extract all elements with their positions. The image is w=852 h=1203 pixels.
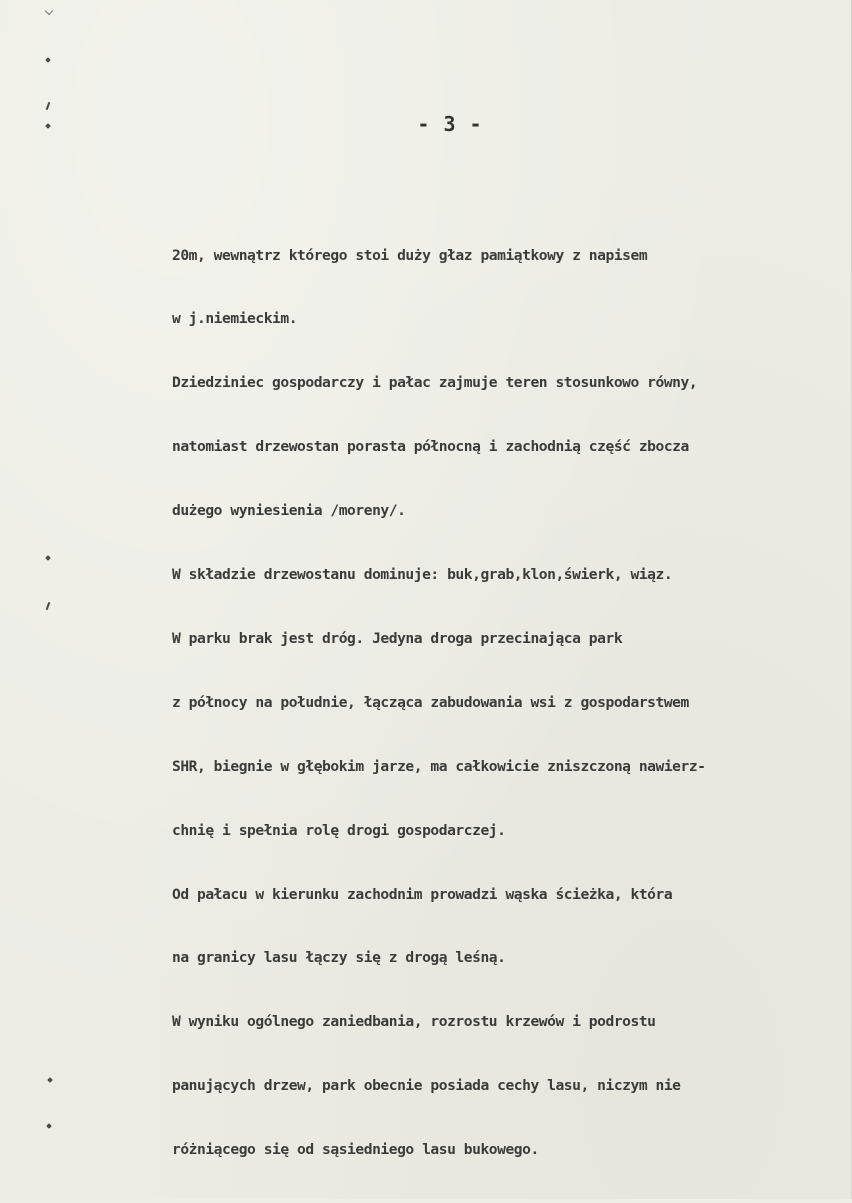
- text-line: Od pałacu w kierunku zachodnim prowadzi wąska ścieżka, która: [172, 885, 673, 903]
- text-line: 20m, wewnątrz którego stoi duży głaz pamiątkowy z napisem: [172, 246, 648, 264]
- text-line: Dziedziniec gospodarczy i pałac zajmuje teren stosunkowo równy,: [172, 374, 698, 392]
- margin-mark: [47, 1077, 53, 1083]
- text-line: W wyniku ogólnego zaniedbania, rozrostu krzewów i podrostu: [172, 1013, 656, 1031]
- corner-mark: [45, 7, 53, 15]
- margin-mark: [45, 123, 51, 129]
- text-line: dużego wyniesienia /moreny/.: [172, 502, 406, 520]
- margin-mark: [46, 102, 51, 110]
- margin-mark: [46, 602, 51, 610]
- text-line: panujących drzew, park obecnie posiada cechy lasu, niczym nie: [172, 1077, 681, 1095]
- margin-mark: [45, 57, 51, 63]
- text-line: na granicy lasu łączy się z drogą leśną.: [172, 949, 506, 967]
- page-number: - 3 -: [417, 112, 483, 136]
- text-line: SHR, biegnie w głębokim jarze, ma całkowicie zniszczoną nawierz-: [172, 757, 706, 775]
- text-line: chnię i spełnia rolę drogi gospodarczej.: [172, 821, 506, 839]
- text-line: z północy na południe, łącząca zabudowania wsi z gospodarstwem: [172, 693, 689, 711]
- margin-mark: [45, 555, 51, 561]
- text-line: różniącego się od sąsiedniego lasu bukowego.: [172, 1141, 539, 1159]
- text-line: w j.niemieckim.: [172, 310, 298, 328]
- text-line: W składzie drzewostanu dominuje: buk,grab,klon,świerk, wiąz.: [172, 566, 673, 584]
- margin-mark: [46, 1123, 52, 1129]
- text-line: natomiast drzewostan porasta północną i zachodnią część zbocza: [172, 438, 689, 456]
- body-text: [172, 202, 832, 1203]
- text-line: W parku brak jest dróg. Jedyna droga przecinająca park: [172, 629, 623, 647]
